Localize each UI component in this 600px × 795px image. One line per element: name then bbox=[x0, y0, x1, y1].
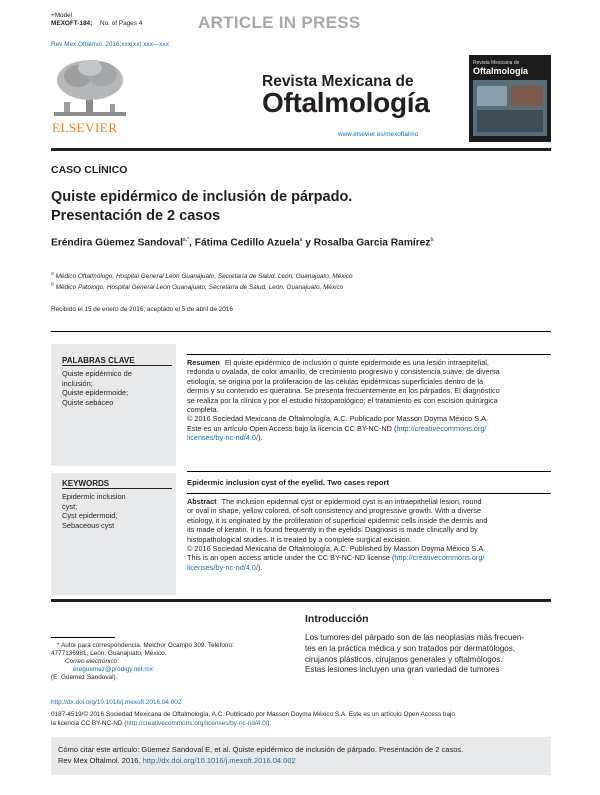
citation-text bbox=[58, 744, 463, 766]
issn-line1: 0187-4519/© 2016 Sociedad Mexicana de Oftalmología, A.C. Publicado por Masson Doyma México S.A. Este es un artículo Open Access bajo bbox=[51, 711, 455, 718]
affiliation-a-mark: a bbox=[51, 271, 54, 277]
doi-link[interactable]: http://dx.doi.org/10.1016/j.mexoft.2016.04.002 bbox=[51, 699, 182, 706]
keywords-es-heading: PALABRAS CLAVE bbox=[62, 356, 135, 365]
elsevier-logo bbox=[50, 56, 130, 135]
intro-heading: Introducción bbox=[305, 613, 369, 625]
keyword-item: Sebaceous cyst bbox=[62, 520, 115, 530]
intro-line: cirujanos plásticos, cirujanos generales y oftalmólogos. bbox=[305, 654, 503, 664]
abstract-es bbox=[187, 358, 551, 443]
correspondence bbox=[51, 642, 281, 682]
abstract-en-rule bbox=[187, 493, 551, 494]
keyword-item: Quiste epidermoide; bbox=[62, 388, 129, 398]
divider-rule bbox=[51, 331, 551, 332]
affiliation-a bbox=[51, 270, 353, 281]
citation-box bbox=[51, 737, 551, 775]
abstract-es-license-link[interactable]: http://creativecommons.org/ bbox=[396, 423, 487, 433]
abstract-en-license: This is an open access article under the CC BY-NC-ND license ( bbox=[187, 553, 395, 563]
abstract-es-line: dermis y su contenido es queratina. Se presenta frecuentemente en los párpados. El diagnóstico bbox=[187, 386, 500, 396]
article-code bbox=[51, 20, 142, 28]
header-rule bbox=[51, 148, 551, 151]
author-2-affiliation[interactable]: a bbox=[299, 237, 303, 243]
affiliation-a-text: Médico Oftalmólogo, Hospital General León Guanajuato, Secretaría de Salud, León, Guanajuato, México bbox=[55, 273, 353, 281]
journal-url[interactable]: www.elsevier.es/mexoftalmo bbox=[338, 131, 419, 138]
journal-title-line1: Revista Mexicana de bbox=[262, 73, 414, 90]
abstract-en-title: Epidermic inclusion cyst of the eyelid. Two cases report bbox=[187, 478, 389, 487]
abstract-en-line: The inclusion epidermal cyst or epidermoid cyst is an intraepithelial lesion, round bbox=[221, 497, 482, 506]
abstract-es-line: redonda u ovalada, de color amarillo, de crecimiento progresivo y consistencia suave; de diversa bbox=[187, 367, 500, 377]
author-1-affiliation[interactable]: a,* bbox=[182, 237, 190, 243]
footnote-rule bbox=[51, 637, 115, 638]
article-in-press-banner: ARTICLE IN PRESS bbox=[198, 13, 361, 32]
journal-cover bbox=[469, 55, 551, 142]
citation-doi-link[interactable]: http://dx.doi.org/10.1016/j.mexoft.2016.04.002 bbox=[142, 756, 296, 765]
article-title-line1: Quiste epidérmico de inclusión de párpado. bbox=[51, 189, 353, 205]
issn-license-link[interactable]: http://creativecommons.org/licenses/by-nc-nd/4.0/ bbox=[126, 720, 268, 727]
issn-line2 bbox=[51, 720, 271, 728]
intro-line: Estas lesiones incluyen una gran variedad de tumores bbox=[305, 665, 500, 675]
intro-line: tes en la práctica médica y son tratados por dermatólogos, bbox=[305, 643, 516, 653]
abstract-en bbox=[187, 497, 551, 572]
abstract-en-license-link[interactable]: http://creativecommons.org/ bbox=[394, 553, 485, 563]
abstract-es-copyright: © 2016 Sociedad Mexicana de Oftalmología, A.C. Publicado por Masson Doyma México S.A. bbox=[187, 414, 489, 424]
correspondence-email[interactable]: ereguemez@prodigy.net.mx bbox=[73, 666, 153, 673]
cover-image bbox=[473, 80, 547, 136]
correspondence-name: (E. Güemez Sandoval). bbox=[51, 674, 118, 681]
keywords-en-heading: KEYWORDS bbox=[62, 479, 110, 488]
keywords-es-list bbox=[62, 369, 132, 407]
elsevier-tree-icon bbox=[50, 56, 130, 120]
abstract-es-close: ). bbox=[257, 433, 263, 443]
keyword-item: Cyst epidermoid; bbox=[62, 511, 118, 521]
intro-text bbox=[305, 633, 551, 676]
abstract-en-label: Abstract bbox=[187, 497, 217, 506]
abstract-es-license: Este es un artículo Open Access bajo la licencia CC BY-NC-ND ( bbox=[187, 423, 397, 433]
keyword-item: cyst; bbox=[62, 501, 78, 511]
correspondence-mark: * bbox=[57, 642, 60, 649]
abstract-es-license-link-cont[interactable]: licenses/by-nc-nd/4.0/ bbox=[187, 433, 258, 443]
abstract-en-copyright: © 2016 Sociedad Mexicana de Oftalmología, A.C. Published by Masson Doyma México S.A. bbox=[187, 544, 486, 554]
abstract-en-line: its made of keratin. It is found frequently in the eyelids. Diagnosis is made clinically and by bbox=[187, 525, 478, 535]
article-code-text: MEXOFT-184; bbox=[51, 20, 93, 27]
keyword-item: Quiste sebáceo bbox=[62, 397, 114, 407]
abstract-en-close: ). bbox=[257, 562, 263, 572]
abstract-es-rule bbox=[187, 354, 551, 355]
author-separator: , bbox=[189, 237, 192, 249]
citation-short[interactable]: Rev Mex Oftalmol. 2016;xxx(xx):xxx---xxx bbox=[51, 41, 169, 48]
abstract-en-top-rule bbox=[187, 471, 551, 472]
abstract-es-line: etiología, se origina por la proliferación de las células epidérmicas superficiales dentro de la bbox=[187, 376, 484, 386]
author-2: Fátima Cedillo Azuela bbox=[194, 237, 300, 249]
abstract-bottom-rule bbox=[51, 599, 551, 602]
email-label: Correo electrónico: bbox=[65, 658, 119, 665]
cover-title: Oftalmología bbox=[473, 66, 529, 76]
received-dates: Recibido el 15 de enero de 2016; aceptado el 5 de abril de 2016 bbox=[51, 306, 233, 313]
citation-line1: Cómo citar este artículo: Güemez Sandoval E, et al. Quiste epidérmico de inclusión de párpado. Presentación de 2 casos. bbox=[58, 745, 464, 754]
affiliation-b bbox=[51, 281, 343, 292]
issn-line2-close: ). bbox=[267, 720, 272, 727]
correspondence-line1: Autor para correspondencia. Melchor Ocampo 309. Teléfono: bbox=[60, 642, 234, 649]
abstract-es-line: El quiste epidérmico de inclusión o quiste epidermoide es una lesión intraepitelial, bbox=[224, 358, 489, 367]
author-3: Rosalba Garcia Ramírez bbox=[313, 237, 431, 249]
keywords-en-list bbox=[62, 492, 126, 530]
keyword-item: inclusión; bbox=[62, 378, 93, 388]
author-conjunction: y bbox=[305, 237, 311, 249]
citation-line2: Rev Mex Oftalmol. 2016. bbox=[58, 756, 141, 765]
abstract-en-line: histopathological studies. It is treated by a complete surgical excision. bbox=[187, 534, 412, 544]
affiliation-b-text: Médico Patólogo, Hospital General León Guanajuato, Secretaría de Salud, León, Guanajuato, México bbox=[55, 284, 344, 292]
section-label: CASO CLÍNICO bbox=[51, 164, 128, 176]
correspondence-line2: 4777136981, León, Guanajuato, México. bbox=[51, 650, 167, 657]
article-title bbox=[51, 188, 352, 226]
abstract-en-line: or oval in shape, yellow colored, of soft consistency and progressive growth. With a diverse bbox=[187, 506, 482, 516]
affiliation-b-mark: b bbox=[51, 282, 54, 288]
abstract-es-line: completa. bbox=[187, 405, 219, 415]
keywords-es-box bbox=[51, 344, 176, 466]
issn-line2-text: la licencia CC BY-NC-ND ( bbox=[51, 720, 127, 727]
abstract-es-line: se realiza por la clínica y por el estudio histopatológico; el tratamiento es con escisión quirúrgica bbox=[187, 395, 498, 405]
cover-label: Revista Mexicana de bbox=[473, 60, 520, 66]
abstract-es-label: Resumen bbox=[187, 358, 220, 367]
journal-title-line2: Oftalmología bbox=[262, 87, 430, 118]
keyword-item: Quiste epidérmico de bbox=[62, 369, 132, 378]
intro-line: Los tumores del párpado son de las neoplasias más frecuen- bbox=[305, 633, 525, 642]
abstract-en-license-link-cont[interactable]: licenses/by-nc-nd/4.0/ bbox=[187, 562, 258, 572]
publisher-name: ELSEVIER bbox=[52, 120, 118, 135]
keyword-item: Epidermic inclusion bbox=[62, 492, 126, 501]
abstract-en-line: etiology, it is originated by the proliferation of superficial epidermic cells inside the dermis and bbox=[187, 515, 488, 525]
model-label: +Model bbox=[51, 12, 73, 19]
article-title-line2: Presentación de 2 casos bbox=[51, 208, 221, 224]
page-count: No. of Pages 4 bbox=[99, 20, 143, 27]
authors bbox=[51, 237, 434, 248]
keywords-en-box bbox=[51, 473, 176, 595]
author-1: Eréndira Güemez Sandoval bbox=[51, 237, 183, 249]
author-3-affiliation[interactable]: b bbox=[430, 237, 434, 243]
